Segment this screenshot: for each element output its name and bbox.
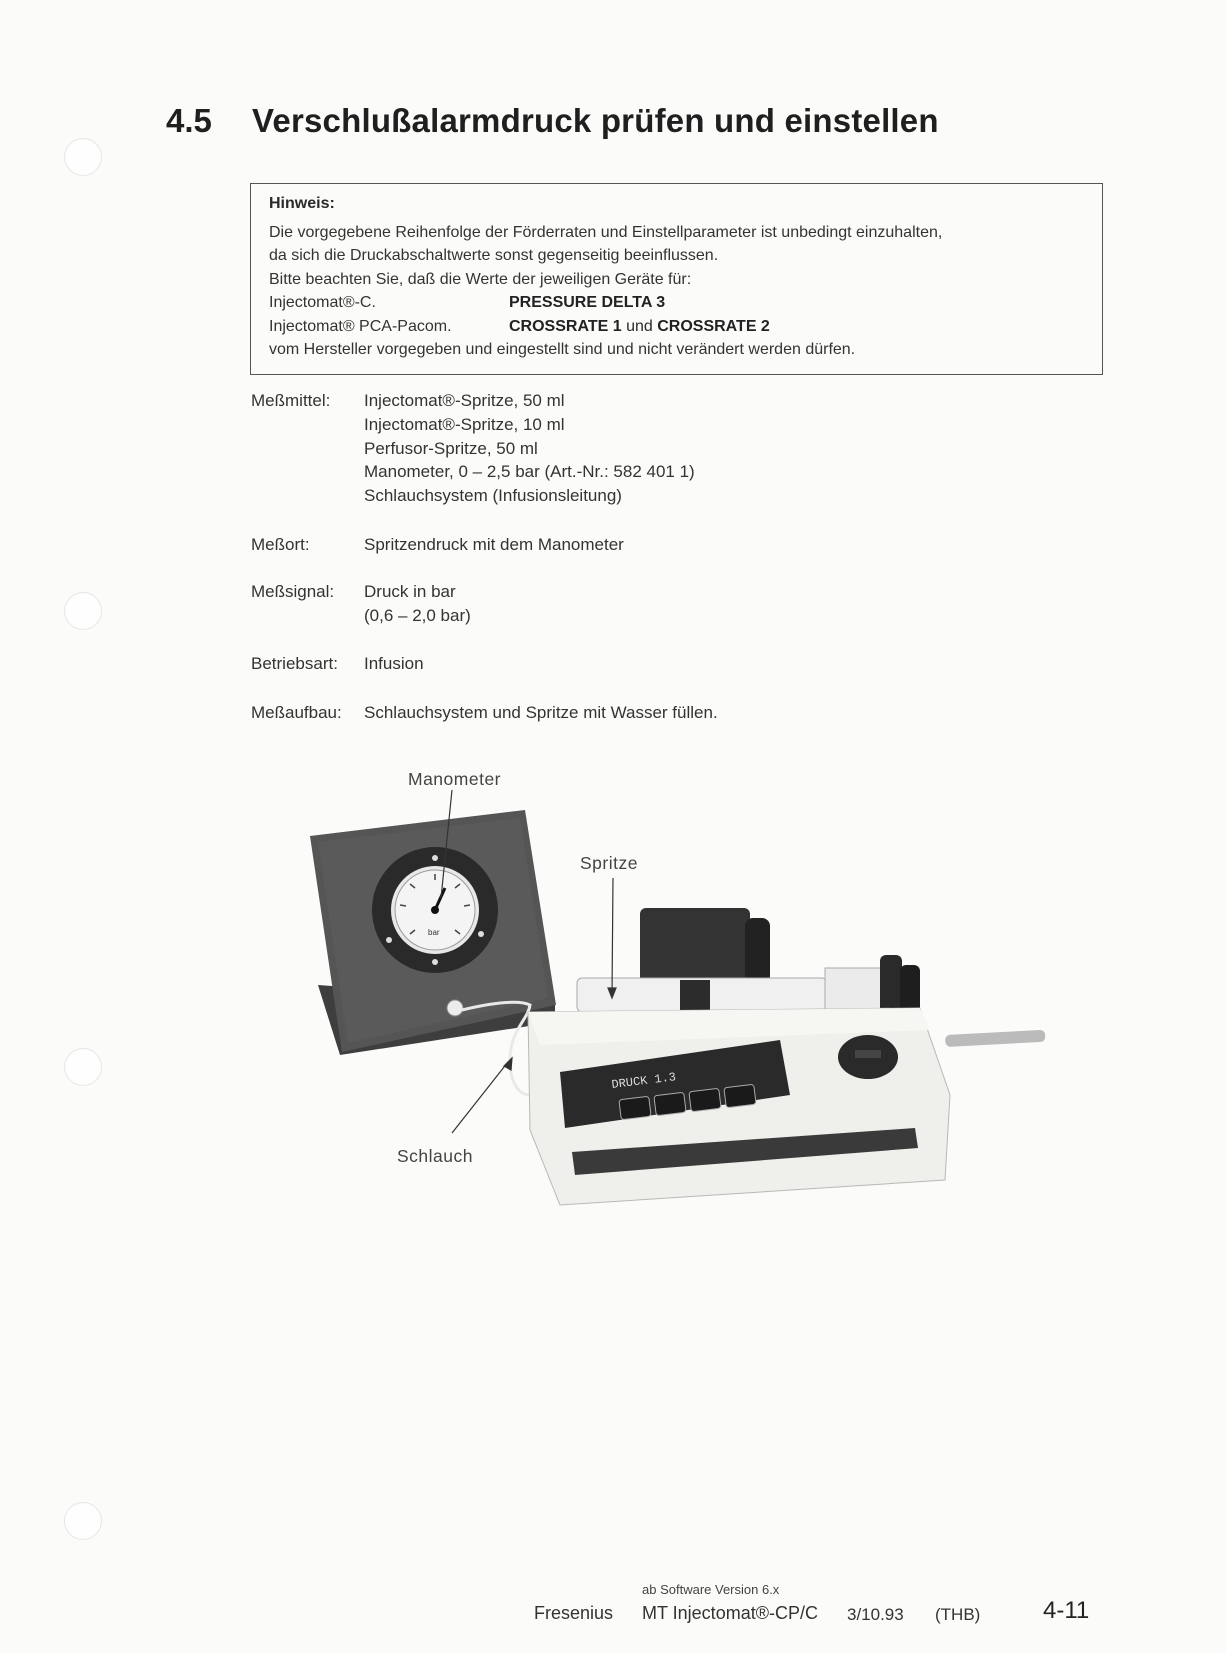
footer-software-version: ab Software Version 6.x	[642, 1582, 780, 1597]
betriebsart-value: Infusion	[364, 654, 424, 673]
messort-label: Meßort:	[251, 535, 310, 554]
label-manometer: Manometer	[408, 769, 502, 789]
manometer-gauge	[372, 847, 498, 973]
messmittel-label: Meßmittel:	[251, 391, 331, 410]
label-schlauch: Schlauch	[397, 1146, 473, 1166]
note-line-2: da sich die Druckabschaltwerte sonst gegenseitig beeinflussen.	[269, 247, 719, 264]
note-device-1: Injectomat®-C.	[269, 294, 376, 311]
footer-product: MT Injectomat®-CP/C	[642, 1603, 818, 1623]
note-line-last: vom Hersteller vorgegeben und eingestellt sind und nicht verändert werden dürfen.	[269, 341, 856, 358]
messmittel-item-2: Injectomat®-Spritze, 10 ml	[364, 415, 565, 434]
messmittel-item-1: Injectomat®-Spritze, 50 ml	[364, 391, 565, 410]
messaufbau-value: Schlauchsystem und Spritze mit Wasser füllen.	[364, 703, 718, 722]
note-line-3: Bitte beachten Sie, daß die Werte der jeweiligen Geräte für:	[269, 271, 692, 288]
section-number: 4.5	[166, 102, 212, 139]
note-device-2: Injectomat® PCA-Pacom.	[269, 318, 452, 335]
pump-display-text: DRUCK 1.3	[610, 1070, 677, 1092]
note-line-1: Die vorgegebene Reihenfolge der Förderraten und Einstellparameter ist unbedingt einzuhalten,	[269, 224, 943, 241]
messsignal-range: (0,6 – 2,0 bar)	[364, 606, 471, 625]
note-und: und	[626, 318, 653, 335]
messaufbau-label: Meßaufbau:	[251, 703, 342, 722]
footer-author: (THB)	[935, 1605, 981, 1624]
note-title: Hinweis:	[269, 195, 335, 212]
gauge-unit-text: bar	[428, 928, 440, 937]
messsignal-value: Druck in bar	[364, 582, 456, 601]
footer-date: 3/10.93	[847, 1605, 904, 1624]
betriebsart-label: Betriebsart:	[251, 654, 338, 673]
messort-value: Spritzendruck mit dem Manometer	[364, 535, 624, 554]
messmittel-item-5: Schlauchsystem (Infusionsleitung)	[364, 486, 622, 505]
section-title: Verschlußalarmdruck prüfen und einstellen	[252, 102, 939, 139]
note-device-1-param: PRESSURE DELTA 3	[509, 294, 666, 311]
infusion-pump	[528, 1008, 1045, 1205]
footer-company: Fresenius	[534, 1603, 614, 1623]
label-spritze: Spritze	[580, 853, 638, 873]
page-number: 4-11	[1043, 1597, 1090, 1624]
messsignal-label: Meßsignal:	[251, 582, 335, 601]
note-param-crossrate-1: CROSSRATE 1	[509, 318, 622, 335]
messmittel-item-4: Manometer, 0 – 2,5 bar (Art.-Nr.: 582 401 1)	[364, 462, 695, 481]
messmittel-item-3: Perfusor-Spritze, 50 ml	[364, 439, 538, 458]
note-param-crossrate-2: CROSSRATE 2	[657, 318, 770, 335]
